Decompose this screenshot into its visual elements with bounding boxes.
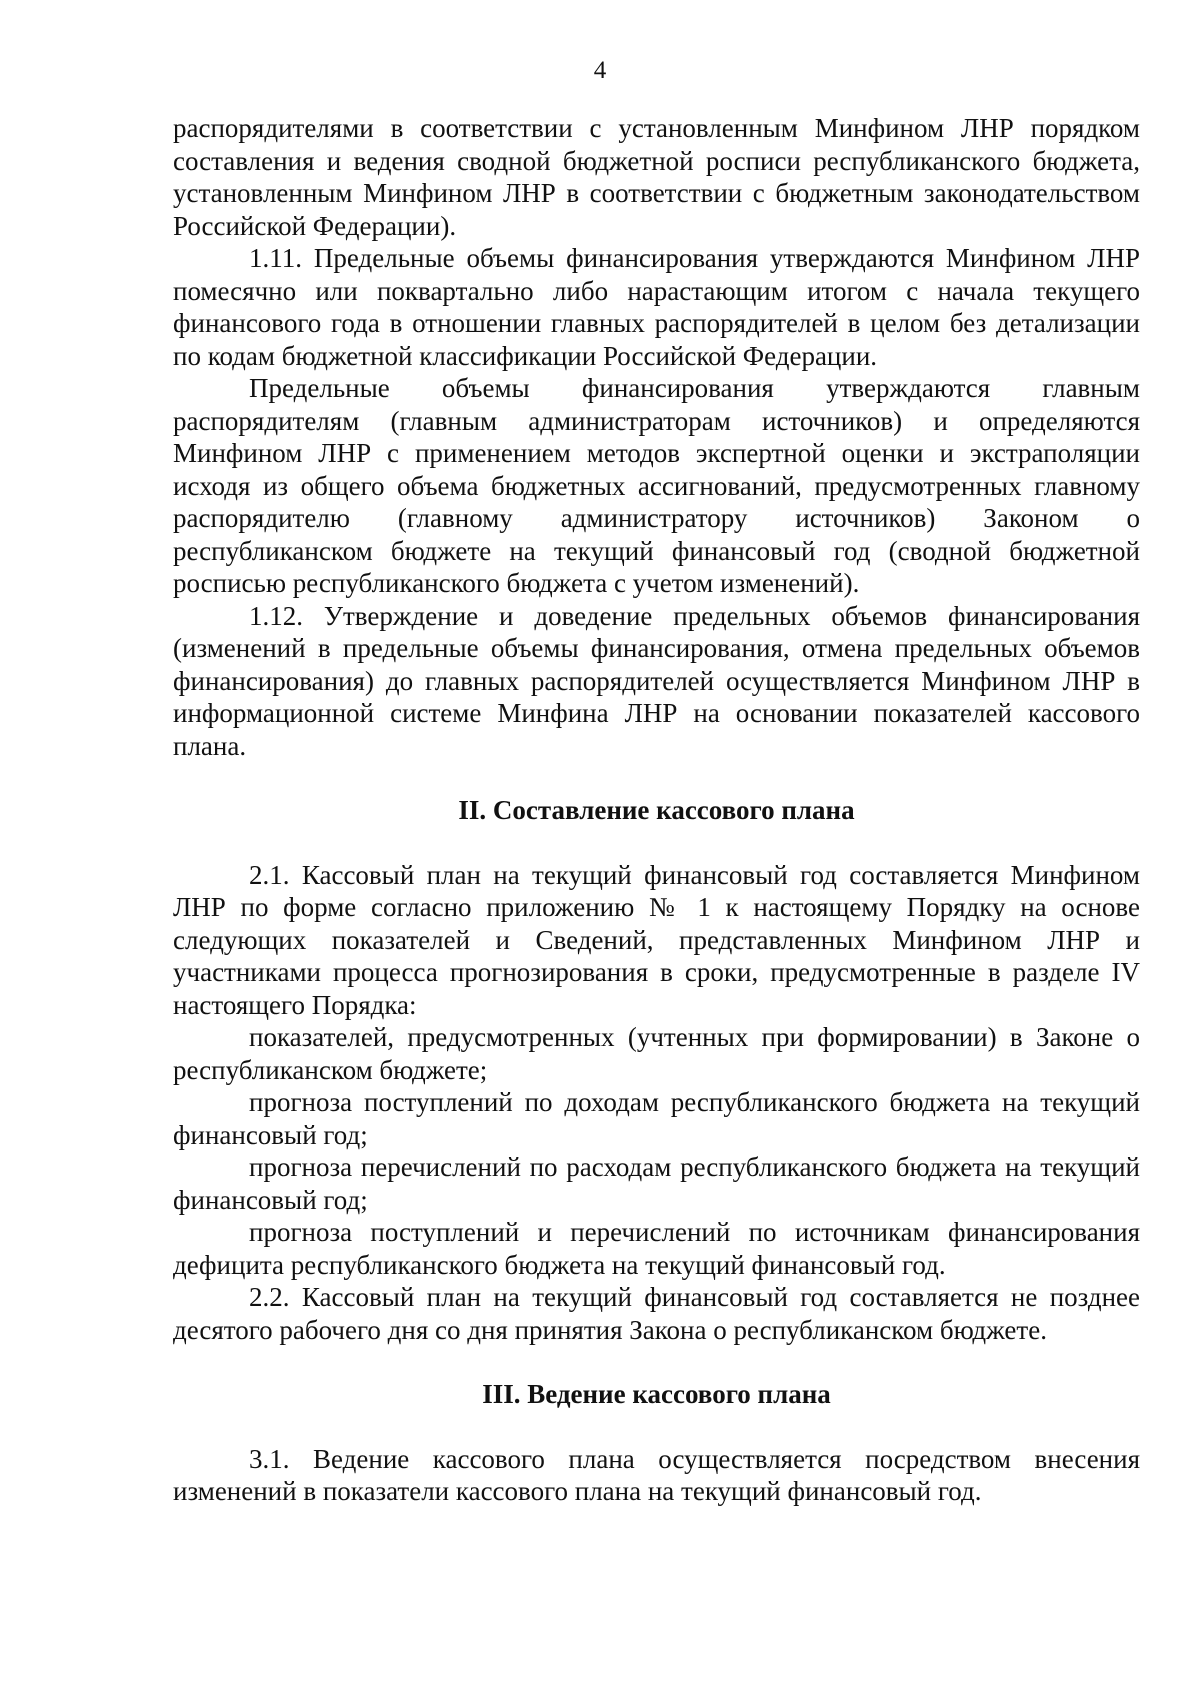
spacer [173,827,1140,859]
paragraph-1-11: 1.11. Предельные объемы финансирования утверждаются Минфином ЛНР помесячно или поквартально либо нарастающим итогом с начала текущего финансового года в отношении главных распорядителей в целом без детализации по кодам бюджетной классификации Российской Федерации. [173,243,1140,371]
paragraph-1-12: 1.12. Утверждение и доведение предельных объемов финансирования (изменений в предельные объемы финансирования, отмена предельных объемов финансирования) до главных распорядителей осуществляется Минфином ЛНР в информационной системе Минфина ЛНР на основании показателей кассового плана. [173,600,1140,761]
section-heading-3: III. Ведение кассового плана [482,1379,831,1409]
paragraph-2-2: 2.2. Кассовый план на текущий финансовый год составляется не позднее десятого рабочего дня со дня принятия Закона о республиканском бюджете. [173,1282,1140,1345]
paragraph-continuation: распорядителями в соответствии с установленным Минфином ЛНР порядком составления и ведения сводной бюджетной росписи республиканского бюджета, установленным Минфином ЛНР в соответствии с бюджетным законодательством Российской Федерации). [173,113,1140,241]
spacer [173,762,1140,794]
document-body [173,112,1140,1508]
paragraph-1-11-second: Предельные объемы финансирования утверждаются главным распорядителям (главным администраторам источников) и определяются Минфином ЛНР с применением методов экспертной оценки и экстраполяции исходя из общего объема бюджетных ассигнований, предусмотренных главному распорядителю (главному администратору источников) Законом о республиканском бюджете на текущий финансовый год (сводной бюджетной росписью республиканского бюджета с учетом изменений). [173,373,1140,598]
spacer [173,1411,1140,1443]
list-item-deficit-financing-forecast: прогноза поступлений и перечислений по источникам финансирования дефицита республиканского бюджета на текущий финансовый год. [173,1217,1140,1280]
section-heading-2: II. Составление кассового плана [458,795,855,825]
spacer [173,1346,1140,1378]
list-item-expense-forecast: прогноза перечислений по расходам республиканского бюджета на текущий финансовый год; [173,1152,1140,1215]
list-item-revenue-forecast: прогноза поступлений по доходам республиканского бюджета на текущий финансовый год; [173,1087,1140,1150]
paragraph-3-1: 3.1. Ведение кассового плана осуществляется посредством внесения изменений в показатели кассового плана на текущий финансовый год. [173,1443,1140,1506]
paragraph-2-1: 2.1. Кассовый план на текущий финансовый год составляется Минфином ЛНР по форме согласно приложению № 1 к настоящему Порядку на основе следующих показателей и Сведений, представленных Минфином ЛНР и участниками процесса прогнозирования в сроки, предусмотренные в разделе IV настоящего Порядка: [173,859,1140,1020]
page-number: 4 [593,57,607,84]
list-item-indicators: показателей, предусмотренных (учтенных при формировании) в Законе о республиканском бюджете; [173,1022,1140,1085]
